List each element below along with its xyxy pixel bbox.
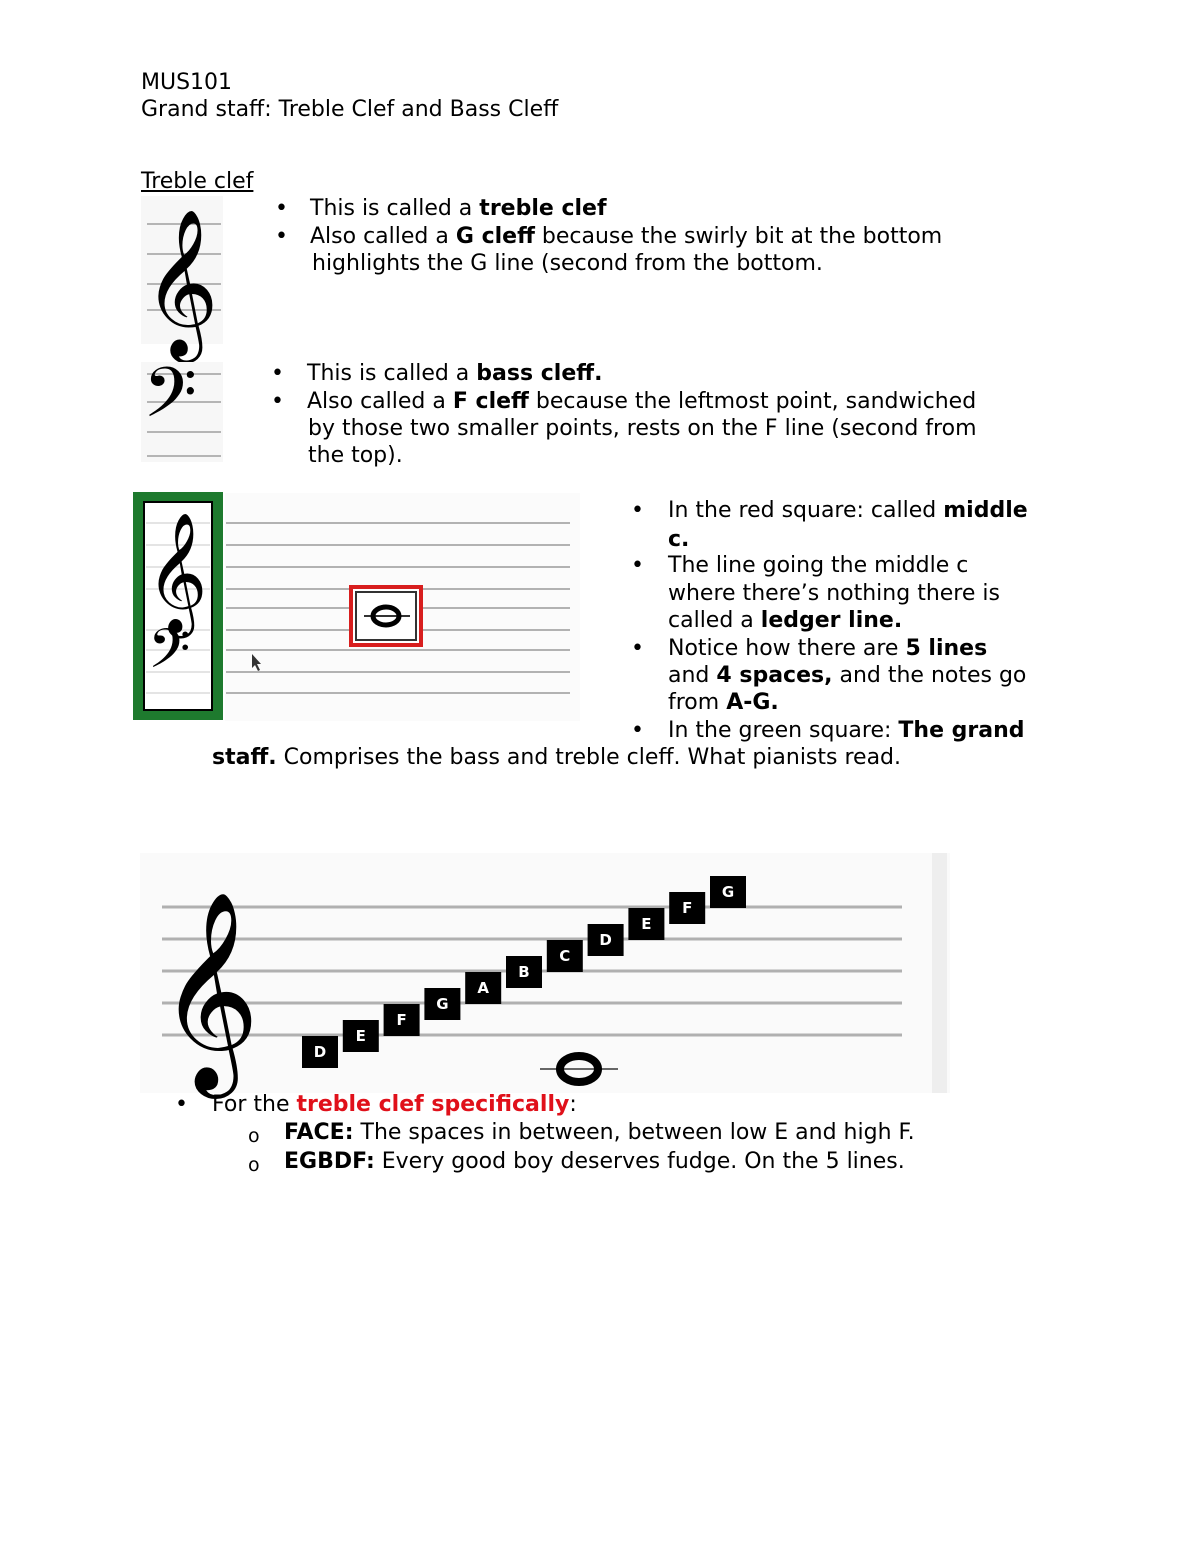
grand-bullet-4-cont: staff. Comprises the bass and treble cleff. What pianists read. bbox=[212, 745, 902, 770]
face-mnemonic: FACE: The spaces in between, between low E and high F. bbox=[284, 1120, 915, 1145]
svg-text:F: F bbox=[682, 899, 693, 917]
svg-text:B: B bbox=[518, 963, 530, 981]
grand-bullet-3-cont: and 4 spaces, and the notes go bbox=[668, 663, 1027, 688]
treble-bullet-2: Also called a G cleff because the swirly bit at the bottom bbox=[310, 224, 943, 249]
note-label-f-9 bbox=[669, 892, 705, 924]
grand-bullet-2-cont: where there’s nothing there is bbox=[668, 581, 1000, 606]
bass-clef-icon: 𝄢 bbox=[143, 352, 198, 450]
note-label-a-4 bbox=[465, 972, 501, 1004]
treble-clef-icon: 𝄞 bbox=[158, 889, 260, 1090]
course-code: MUS101 bbox=[141, 70, 233, 95]
note-label-e-1 bbox=[343, 1020, 379, 1052]
note-label-g-10 bbox=[710, 876, 746, 908]
note-label-d-0 bbox=[302, 1036, 338, 1068]
grand-staff-image bbox=[130, 490, 580, 725]
treble-note-chart bbox=[140, 853, 950, 1093]
treble-clef-icon: 𝄞 bbox=[146, 511, 208, 633]
note-label-f-2 bbox=[384, 1004, 420, 1036]
note-label-d-7 bbox=[588, 924, 624, 956]
grand-bullet-4: In the green square: The grand bbox=[668, 718, 1025, 743]
egbdf-mnemonic: EGBDF: Every good boy deserves fudge. On the 5 lines. bbox=[284, 1149, 905, 1174]
treble-bullet-2-cont: highlights the G line (second from the bottom. bbox=[312, 251, 823, 276]
note-label-g-3 bbox=[424, 988, 460, 1020]
svg-text:C: C bbox=[559, 947, 571, 965]
note-label-b-5 bbox=[506, 956, 542, 988]
svg-text:G: G bbox=[721, 883, 735, 901]
svg-text:E: E bbox=[355, 1027, 366, 1045]
bass-bullet-1: This is called a bass cleff. bbox=[307, 361, 603, 386]
page-title: Grand staff: Treble Clef and Bass Cleff bbox=[141, 97, 559, 122]
grand-bullet-3-cont2: from A-G. bbox=[668, 690, 779, 715]
grand-bullet-3: Notice how there are 5 lines bbox=[668, 636, 988, 661]
svg-text:D: D bbox=[313, 1043, 327, 1061]
section-heading-treble: Treble clef bbox=[141, 169, 254, 194]
grand-bullet-1: In the red square: called middle bbox=[668, 498, 1028, 523]
svg-text:A: A bbox=[477, 979, 490, 997]
bass-clef-icon: 𝄢 bbox=[148, 617, 191, 694]
bass-bullet-2-cont: by those two smaller points, rests on the F line (second from bbox=[308, 416, 977, 441]
sub-bullet-marker: o bbox=[248, 1125, 260, 1147]
svg-text:F: F bbox=[396, 1011, 407, 1029]
grand-bullet-2-cont2: called a ledger line. bbox=[668, 608, 903, 633]
bass-clef-image bbox=[141, 352, 223, 462]
treble-bullet-1: This is called a treble clef bbox=[310, 196, 607, 221]
treble-clef-icon: 𝄞 bbox=[143, 208, 219, 357]
svg-text:E: E bbox=[641, 915, 652, 933]
note-label-e-8 bbox=[628, 908, 664, 940]
sub-bullet-marker: o bbox=[248, 1154, 260, 1176]
bass-bullet-2-cont2: the top). bbox=[308, 443, 403, 468]
treble-specific-bullet: For the treble clef specifically: bbox=[212, 1092, 577, 1117]
bass-bullet-2: Also called a F cleff because the leftmost point, sandwiched bbox=[307, 389, 977, 414]
svg-text:G: G bbox=[436, 995, 449, 1013]
svg-text:D: D bbox=[599, 931, 612, 949]
grand-bullet-2: The line going the middle c bbox=[668, 553, 969, 578]
note-label-c-6 bbox=[547, 940, 583, 972]
grand-bullet-1-cont: c. bbox=[668, 527, 690, 552]
treble-clef-image bbox=[141, 196, 223, 357]
